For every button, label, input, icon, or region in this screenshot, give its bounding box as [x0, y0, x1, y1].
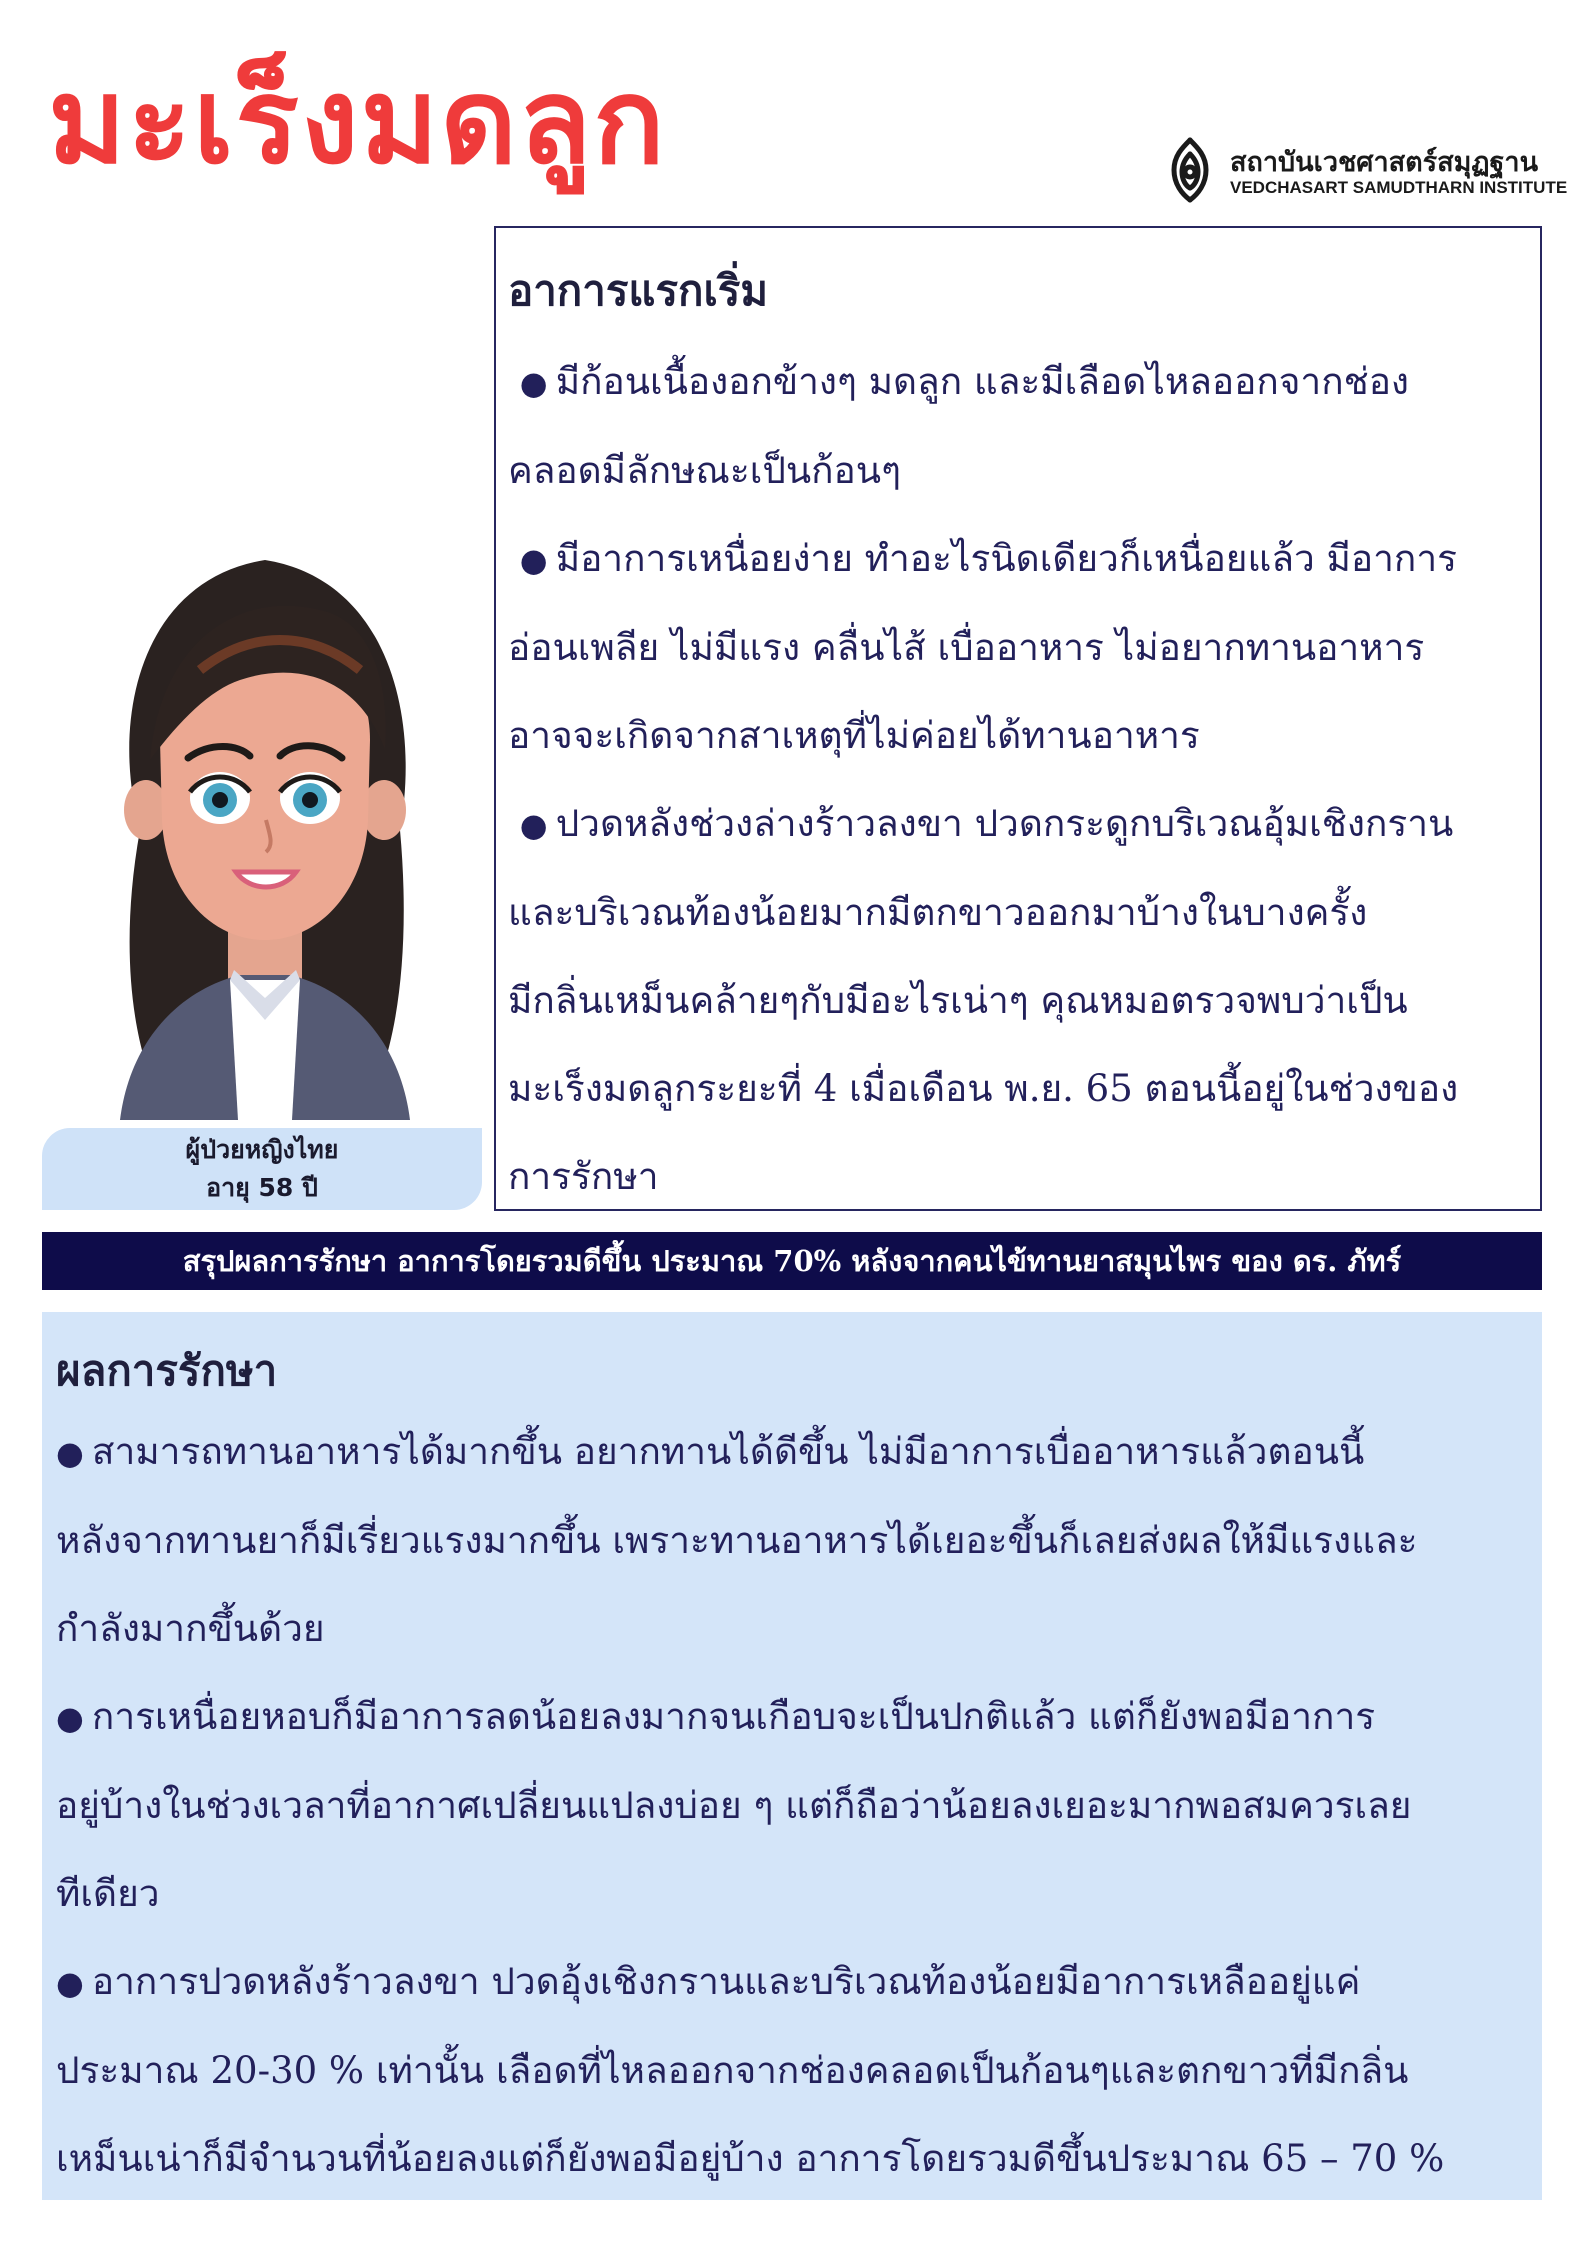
logo-name-thai: สถาบันเวชศาสตร์สมุฏฐาน — [1230, 147, 1539, 178]
page-title: มะเร็งมดลูก — [48, 52, 667, 190]
result-item: ● สามารถทานอาหารได้มากขึ้น อยากทานได้ดีขึ้น ไม่มีอาการเบื่ออาหารแล้วตอนนี้ หลังจากทานยาก็มีเรี่ยวแรงมากขึ้น เพราะทานอาหารได้เยอะขึ้นก็เลยส่งผลให้มีแรงและ กำลังมากขึ้นด้วย — [56, 1430, 1418, 1650]
symptoms-heading: อาการแรกเริ่ม — [508, 266, 769, 315]
results-heading: ผลการรักษา — [56, 1346, 278, 1395]
logo-name-english: VEDCHASART SAMUDTHARN INSTITUTE — [1230, 178, 1568, 197]
treatment-summary-bar: สรุปผลการรักษา อาการโดยรวมดีขึ้น ประมาณ 70% หลังจากคนไข้ทานยาสมุนไพร ของ ดร. ภัทร์ — [42, 1232, 1542, 1290]
patient-age: อายุ 58 ปี — [206, 1173, 318, 1202]
patient-gender: ผู้ป่วยหญิงไทย — [185, 1135, 339, 1164]
bullet-icon: ● — [519, 364, 548, 402]
result-item: ● อาการปวดหลังร้าวลงขา ปวดอุ้งเชิงกรานและบริเวณท้องน้อยมีอาการเหลืออยู่แค่ ประมาณ 20-30 % เท่านั้น เลือดที่ไหลออกจากช่องคลอดเป็นก้อนๆและตกขาวที่มีกลิ่น เหม็นเน่าก็มีจำนวนที่น้อยลงแต่ก็ยังพอมีอยู่บ้าง อาการโดยรวมดีขึ้นประมาณ 65 – 70 % — [56, 1960, 1445, 2180]
symptom-item: ● ปวดหลังช่วงล่างร้าวลงขา ปวดกระดูกบริเวณอุ้มเชิงกราน และบริเวณท้องน้อยมากมีตกขาวออกมาบ้างในบางครั้ง มีกลิ่นเหม็นคล้ายๆกับมีอะไรเน่าๆ คุณหมอตรวจพบว่าเป็น มะเร็งมดลูกระยะที่ 4 เมื่อเดือน พ.ย. 65 ตอนนี้อยู่ในช่วงของ การรักษา — [508, 802, 1459, 1198]
institute-emblem-icon — [1160, 134, 1220, 206]
symptom-item: ● มีก้อนเนื้องอกข้างๆ มดลูก และมีเลือดไหลออกจากช่อง คลอดมีลักษณะเป็นก้อนๆ — [508, 360, 1409, 492]
bullet-icon: ● — [56, 1964, 84, 2002]
symptom-item: ● มีอาการเหนื่อยง่าย ทำอะไรนิดเดียวก็เหนื่อยแล้ว มีอาการ อ่อนเพลีย ไม่มีแรง คลื่นไส้ เบื่ออาหาร ไม่อยากทานอาหาร อาจจะเกิดจากสาเหตุที่ไม่ค่อยได้ทานอาหาร — [508, 537, 1457, 757]
patient-avatar — [70, 520, 460, 1120]
bullet-icon: ● — [519, 806, 548, 844]
initial-symptoms-box — [494, 226, 1542, 1211]
result-item: ● การเหนื่อยหอบก็มีอาการลดน้อยลงมากจนเกือบจะเป็นปกติแล้ว แต่ก็ยังพอมีอาการ อยู่บ้างในช่วงเวลาที่อากาศเปลี่ยนแปลงบ่อย ๆ แต่ก็ถือว่าน้อยลงเยอะมากพอสมควรเลย ทีเดียว — [56, 1695, 1412, 1915]
bullet-icon: ● — [56, 1699, 84, 1737]
institute-logo — [1160, 134, 1568, 206]
bullet-icon: ● — [56, 1434, 84, 1472]
bullet-icon: ● — [519, 541, 548, 579]
treatment-results-box — [42, 1312, 1542, 2200]
patient-info-label — [42, 1128, 482, 1210]
